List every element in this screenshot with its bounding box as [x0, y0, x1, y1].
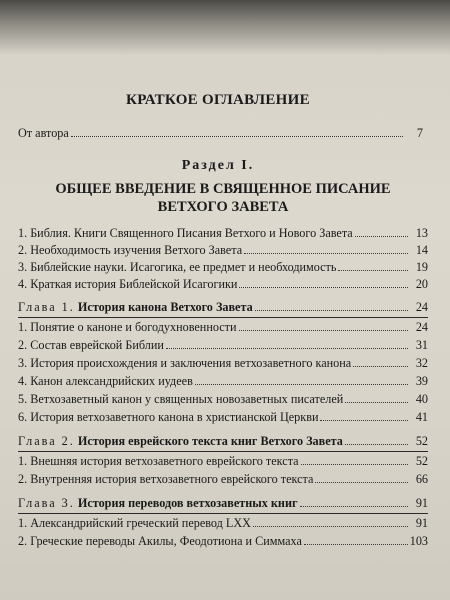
toc-entry[interactable]	[18, 472, 428, 487]
dot-leader	[345, 392, 408, 403]
dot-leader	[253, 516, 408, 527]
entry-title: 2. Состав еврейской Библии	[18, 338, 164, 352]
entry-title: 4. Краткая история Библейской Исагогики	[18, 277, 238, 291]
dot-leader	[255, 300, 408, 311]
dot-leader	[304, 534, 408, 545]
toc-entry[interactable]	[18, 338, 428, 353]
section-title-line1: ОБЩЕЕ ВВЕДЕНИЕ В СВЯЩЕННОЕ ПИСАНИЕ	[55, 181, 391, 197]
entry-title: 2. Внутренняя история ветхозаветного еврейского текста	[18, 472, 314, 486]
dot-leader	[300, 496, 408, 507]
dot-leader	[315, 472, 408, 483]
toc-entry[interactable]	[18, 277, 428, 292]
chapter-1-heading[interactable]	[18, 300, 428, 315]
section-title	[28, 180, 418, 216]
dot-leader	[345, 434, 408, 445]
entry-title: 1. Александрийский греческий перевод LXX	[18, 516, 251, 530]
chapter-rule	[18, 513, 428, 514]
dot-leader	[71, 126, 403, 137]
page-number: 40	[415, 392, 428, 406]
page-number: 41	[415, 410, 428, 424]
chapter-rule	[18, 451, 428, 452]
page-number: 91	[415, 496, 428, 510]
page-number: 7	[416, 126, 423, 140]
entry-title: 1. Внешняя история ветхозаветного еврейского текста	[18, 454, 299, 468]
dot-leader	[320, 410, 408, 421]
page-number: 19	[415, 260, 428, 274]
entry-title: 3. История происхождения и заключения ветхозаветного канона	[18, 356, 352, 370]
toc-entry[interactable]	[18, 392, 428, 407]
chapter-2-heading[interactable]	[18, 434, 428, 449]
toc-entry-preface[interactable]	[18, 126, 423, 141]
toc-entry[interactable]	[18, 454, 428, 469]
chapter-label: Глава 1.	[18, 300, 75, 314]
chapter-title: История канона Ветхого Завета	[77, 300, 253, 314]
page-number: 52	[415, 434, 428, 448]
chapter-rule	[18, 317, 428, 318]
dot-leader	[166, 338, 408, 349]
page-number: 31	[415, 338, 428, 352]
chapter-3-heading[interactable]	[18, 496, 428, 511]
dot-leader	[239, 277, 408, 288]
chapter-label: Глава 3.	[18, 496, 75, 510]
page-number: 103	[409, 534, 428, 548]
section-title-line2: ВЕТХОГО ЗАВЕТА	[157, 199, 289, 215]
chapter-title: История еврейского текста книг Ветхого Завета	[77, 434, 343, 448]
entry-title: 5. Ветхозаветный канон у священных новозаветных писателей	[18, 392, 344, 406]
chapter-heading-text	[18, 434, 343, 449]
page-number: 14	[415, 243, 428, 257]
toc-entry[interactable]	[18, 356, 428, 371]
page-number: 20	[415, 277, 428, 291]
toc-entry[interactable]	[18, 534, 428, 549]
toc-entry[interactable]	[18, 516, 428, 531]
entry-title: 3. Библейские науки. Исагогика, ее предмет и необходимость	[18, 260, 337, 274]
toc-entry[interactable]	[18, 374, 428, 389]
section-label: Раздел I.	[181, 158, 255, 173]
entry-title: От автора	[18, 126, 69, 140]
entry-title: 6. История ветхозаветного канона в христианской Церкви	[18, 410, 319, 424]
toc-entry[interactable]	[18, 320, 428, 335]
entry-title: 1. Библия. Книги Священного Писания Ветхого и Нового Завета	[18, 226, 353, 240]
dot-leader	[338, 260, 408, 271]
entry-title: 2. Необходимость изучения Ветхого Завета	[18, 243, 243, 257]
entry-title: 4. Канон александрийских иудеев	[18, 374, 193, 388]
page-number: 24	[415, 320, 428, 334]
page-number: 24	[415, 300, 428, 314]
toc-entry[interactable]	[18, 243, 428, 258]
dot-leader	[244, 243, 408, 254]
toc-entry[interactable]	[18, 260, 428, 275]
page-number: 32	[415, 356, 428, 370]
contents-title: КРАТКОЕ ОГЛАВЛЕНИЕ	[126, 92, 310, 108]
page-number: 39	[415, 374, 428, 388]
entry-title: 1. Понятие о каноне и богодухновенности	[18, 320, 237, 334]
dot-leader	[195, 374, 408, 385]
chapter-heading-text	[18, 496, 298, 511]
chapter-label: Глава 2.	[18, 434, 75, 448]
dot-leader	[353, 356, 408, 367]
chapter-heading-text	[18, 300, 253, 315]
chapter-title: История переводов ветхозаветных книг	[77, 496, 298, 510]
entry-title: 2. Греческие переводы Акилы, Феодотиона и Симмаха	[18, 534, 302, 548]
dot-leader	[355, 226, 408, 237]
dot-leader	[239, 320, 409, 331]
page-number: 91	[415, 516, 428, 530]
dot-leader	[301, 454, 408, 465]
page-number: 52	[415, 454, 428, 468]
page-number: 66	[415, 472, 428, 486]
toc-entry[interactable]	[18, 226, 428, 241]
page-number: 13	[415, 226, 428, 240]
toc-entry[interactable]	[18, 410, 428, 425]
